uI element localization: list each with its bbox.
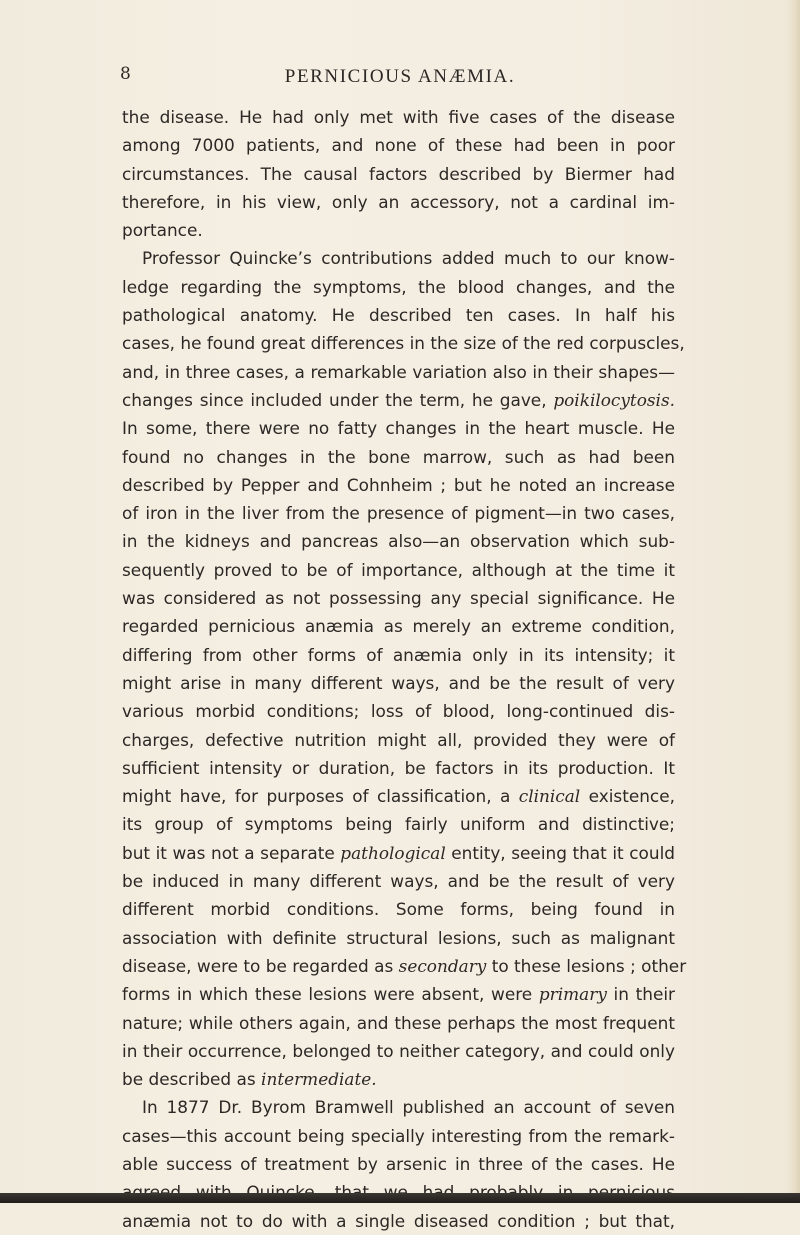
text-segment: cases, he found great differences in the size of the red corpuscles, xyxy=(122,333,685,354)
text-segment: in their occurrence, belonged to neither category, and could only xyxy=(122,1040,675,1061)
text-line xyxy=(122,216,675,244)
text-line xyxy=(122,810,675,838)
text-segment: found no changes in the bone marrow, such as had been xyxy=(122,446,675,467)
text-segment: sequently proved to be of importance, although at the time it xyxy=(122,559,675,580)
text-segment: might have, for purposes of classification, a xyxy=(122,786,519,807)
text-line xyxy=(122,1150,675,1178)
text-segment: but it was not a separate xyxy=(122,842,341,863)
text-line xyxy=(122,839,675,867)
text-line xyxy=(122,103,675,131)
italic-term: pathological xyxy=(340,842,446,863)
text-segment: ledge regarding the symptoms, the blood changes, and the xyxy=(122,276,675,297)
text-line xyxy=(122,641,675,669)
text-line xyxy=(122,160,675,188)
text-segment: able success of treatment by arsenic in three of the cases. He xyxy=(122,1153,675,1174)
text-segment: portance. xyxy=(122,220,203,241)
text-line xyxy=(122,1037,675,1065)
text-line xyxy=(122,386,675,414)
text-line xyxy=(122,952,687,980)
text-segment: and, in three cases, a remarkable variation also in their shapes— xyxy=(122,361,675,382)
text-line xyxy=(122,726,675,754)
text-line xyxy=(122,612,675,640)
text-line xyxy=(122,782,675,810)
text-segment: might arise in many different ways, and be the result of very xyxy=(122,672,675,693)
text-segment: circumstances. The causal factors described by Biermer had xyxy=(122,163,675,184)
text-segment: Professor Quincke’s contributions added much to our know- xyxy=(142,248,675,269)
text-segment: association with definite structural lesions, such as malignant xyxy=(122,927,675,948)
text-line xyxy=(122,1009,675,1037)
text-line xyxy=(122,443,675,471)
text-line xyxy=(122,301,675,329)
text-segment: in the kidneys and pancreas also—an observation which sub- xyxy=(122,531,675,552)
text-line xyxy=(122,471,675,499)
italic-term: secondary xyxy=(398,955,487,976)
text-line xyxy=(122,924,675,952)
text-line xyxy=(122,669,675,697)
body-text xyxy=(122,103,687,1235)
text-segment: the disease. He had only met with five cases of the disease xyxy=(122,107,675,127)
text-line xyxy=(122,980,675,1008)
text-segment: pathological anatomy. He described ten cases. In half his xyxy=(122,305,675,326)
text-segment: forms in which these lesions were absent, were xyxy=(122,984,539,1005)
text-segment: among 7000 patients, and none of these had been in poor xyxy=(122,135,675,156)
text-line xyxy=(122,188,675,216)
text-line xyxy=(122,697,675,725)
running-title: PERNICIOUS ANÆMIA. xyxy=(284,66,516,87)
text-line xyxy=(122,1065,675,1093)
text-segment: described by Pepper and Cohnheim ; but he noted an increase xyxy=(122,474,675,495)
text-segment: In 1877 Dr. Byrom Bramwell published an account of seven xyxy=(142,1097,675,1118)
text-segment: In some, there were no fatty changes in the heart muscle. He xyxy=(122,418,675,439)
text-segment: different morbid conditions. Some forms, being found in xyxy=(122,899,675,920)
text-segment: differing from other forms of anæmia only in its intensity; it xyxy=(122,644,675,665)
text-segment: regarded pernicious anæmia as merely an extreme condition, xyxy=(122,616,675,637)
page-number: 8 xyxy=(120,64,132,84)
text-segment: disease, were to be regarded as xyxy=(122,955,399,976)
text-segment: was considered as not possessing any special significance. He xyxy=(122,588,675,609)
italic-term: clinical xyxy=(518,786,581,807)
text-segment: be induced in many different ways, and be the result of very xyxy=(122,871,675,892)
italic-term: intermediate. xyxy=(261,1069,377,1090)
text-segment: be described as xyxy=(122,1069,262,1090)
text-segment: sufficient intensity or duration, be factors in its production. It xyxy=(122,757,675,778)
page-edge-shadow xyxy=(786,0,800,1203)
text-segment: various morbid conditions; loss of blood, long-continued dis- xyxy=(122,701,675,722)
text-segment: entity, seeing that it could xyxy=(445,842,675,863)
text-line xyxy=(122,556,675,584)
italic-term: poikilocytosis. xyxy=(553,389,675,410)
text-line xyxy=(122,895,675,923)
text-segment: cases—this account being specially interesting from the remark- xyxy=(122,1125,675,1146)
text-segment: anæmia not to do with a single diseased condition ; but that, xyxy=(122,1210,675,1231)
text-segment: therefore, in his view, only an accessory, not a cardinal im- xyxy=(122,191,675,212)
text-segment: its group of symptoms being fairly uniform and distinctive; xyxy=(122,814,675,835)
text-line xyxy=(122,329,685,357)
text-segment: of iron in the liver from the presence of pigment—in two cases, xyxy=(122,503,675,524)
scan-bottom-edge xyxy=(0,1193,800,1203)
text-line xyxy=(122,414,675,442)
text-line xyxy=(122,867,675,895)
text-line xyxy=(122,499,675,527)
text-segment: charges, defective nutrition might all, provided they were of xyxy=(122,729,675,750)
text-segment: to these lesions ; other xyxy=(486,955,687,976)
text-segment: nature; while others again, and these perhaps the most frequent xyxy=(122,1012,675,1033)
running-head xyxy=(0,64,800,94)
text-line xyxy=(122,273,675,301)
text-line xyxy=(122,131,675,159)
text-segment: existence, xyxy=(580,786,675,807)
text-line xyxy=(122,754,675,782)
text-line xyxy=(122,1122,675,1150)
text-line xyxy=(122,584,675,612)
text-line xyxy=(122,1093,675,1121)
text-line xyxy=(122,358,675,386)
text-line xyxy=(122,1207,675,1235)
text-segment: in their xyxy=(606,984,675,1005)
text-segment: changes since included under the term, he gave, xyxy=(122,389,554,410)
text-line xyxy=(122,244,675,272)
italic-term: primary xyxy=(538,984,607,1005)
text-line xyxy=(122,527,675,555)
